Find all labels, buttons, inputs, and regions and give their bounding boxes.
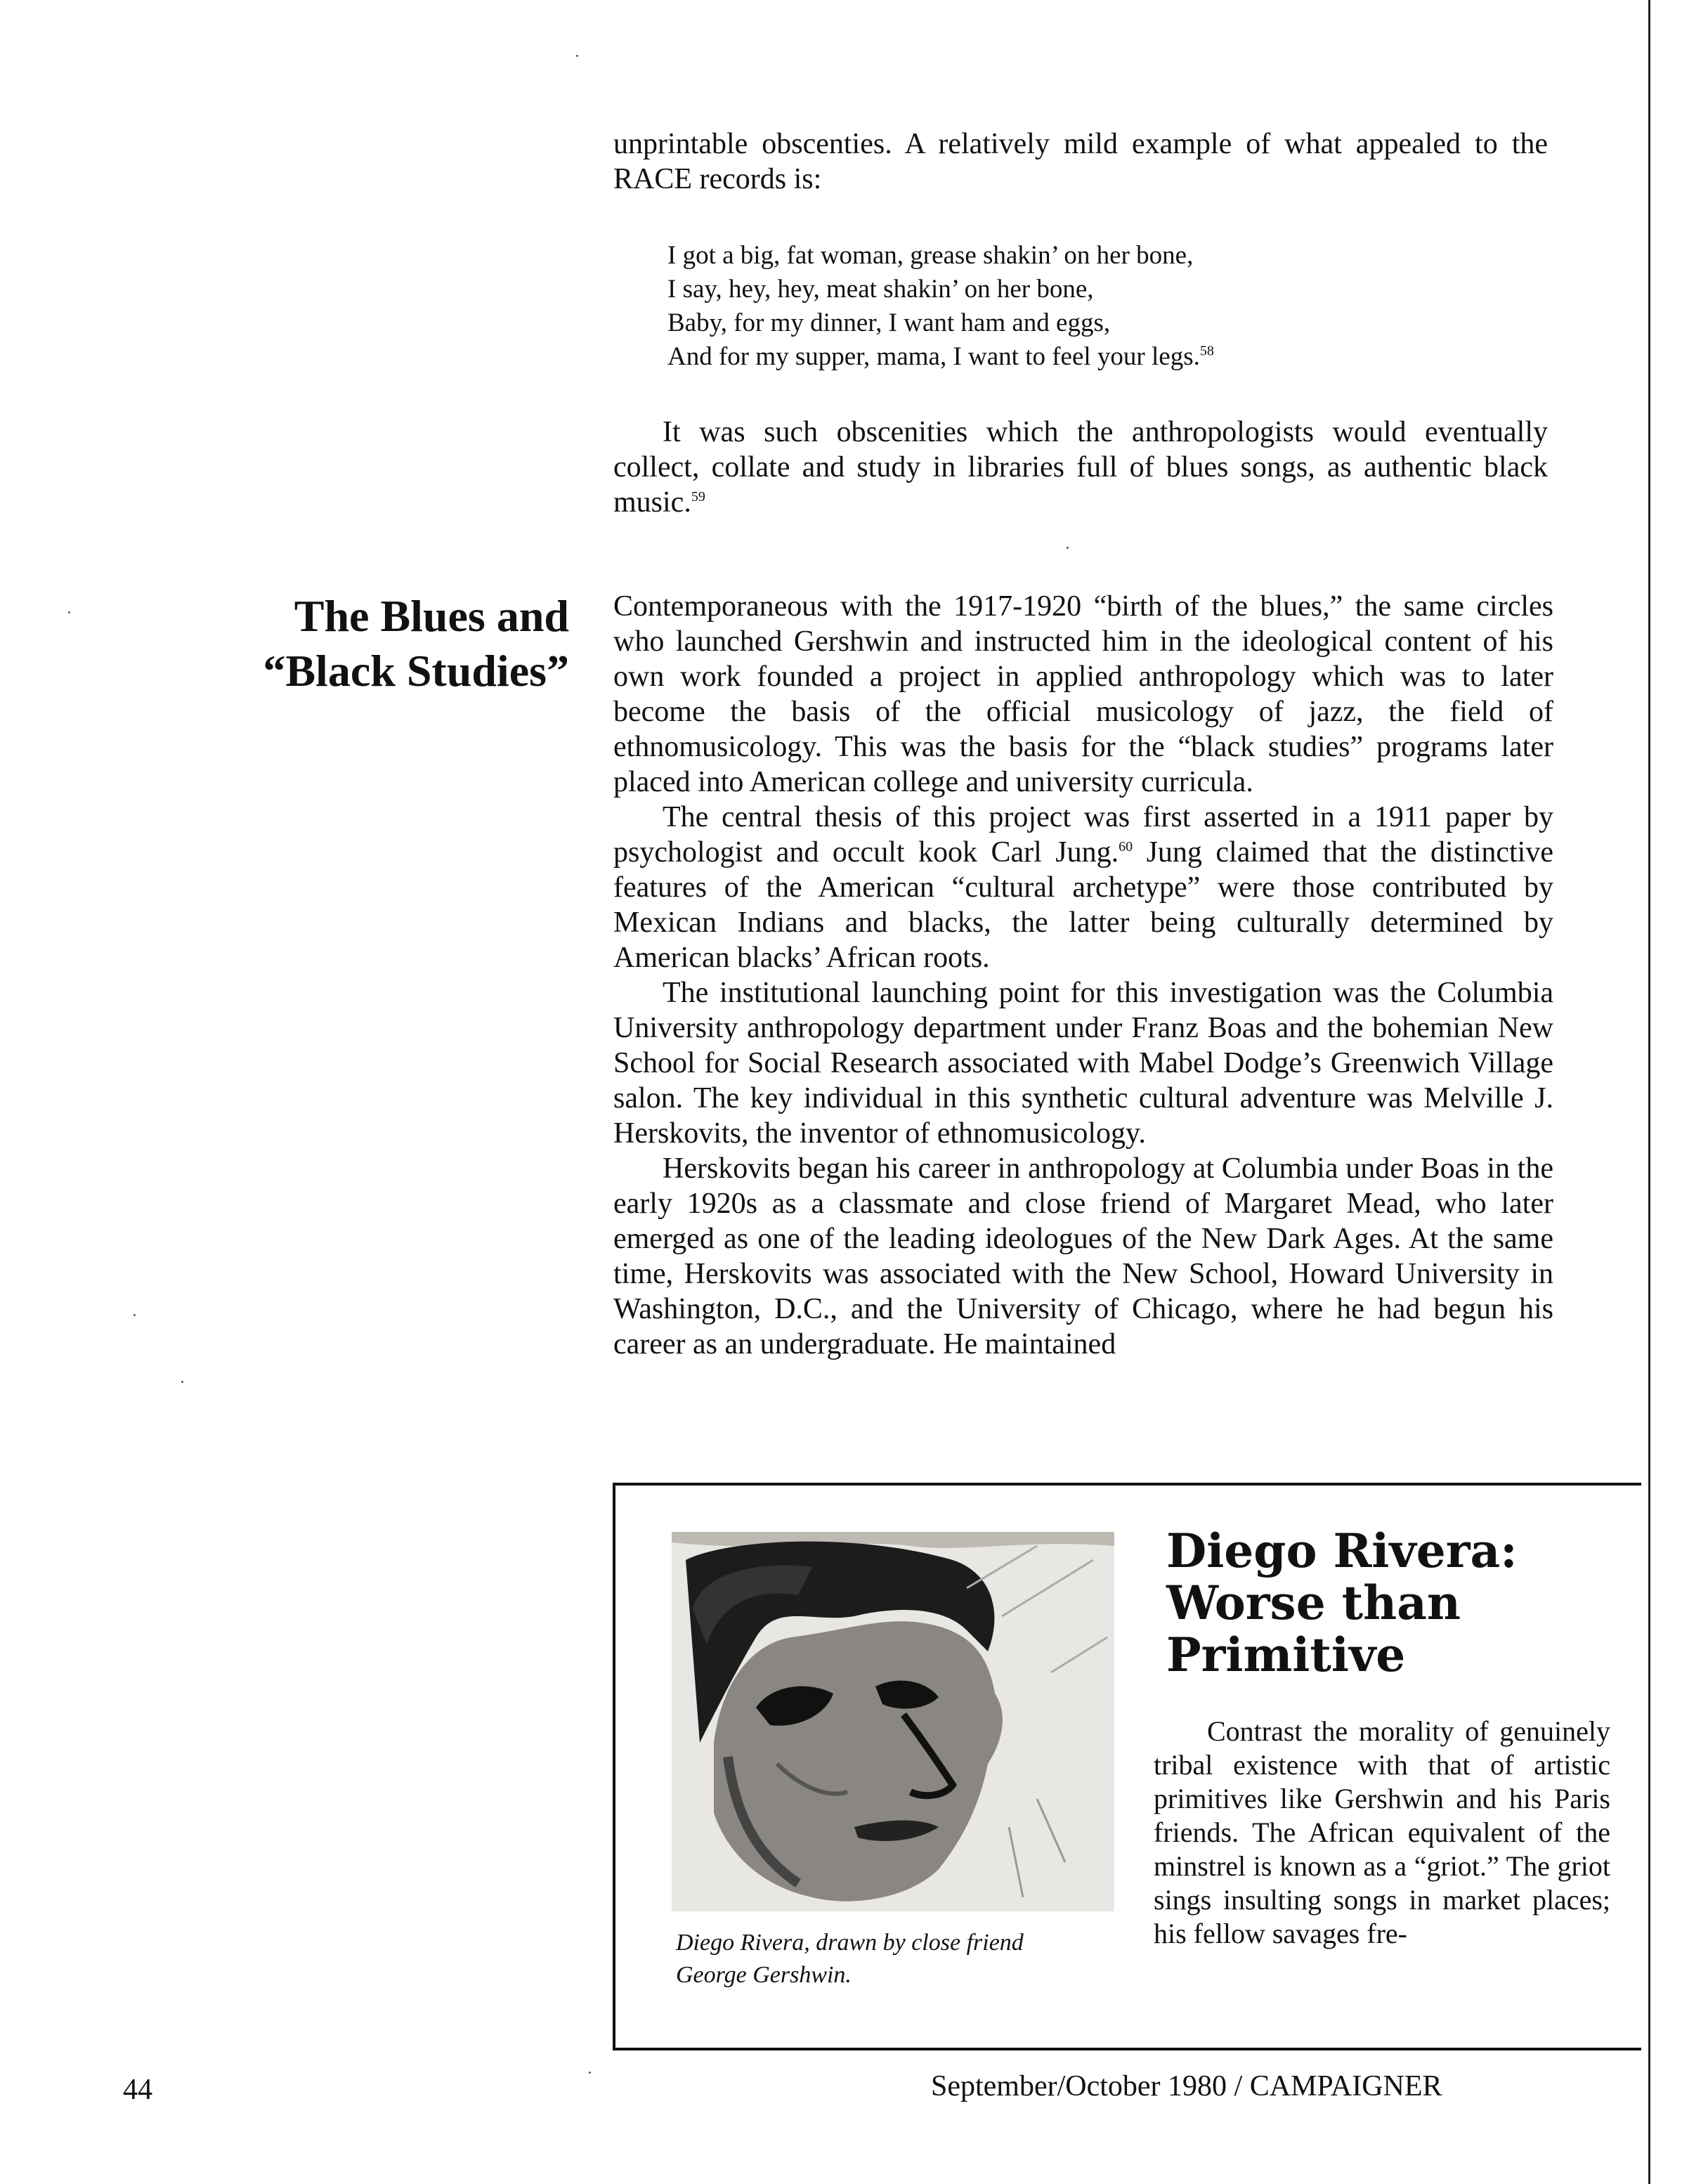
sidebar-title-line: Primitive — [1166, 1627, 1406, 1682]
running-footer: September/October 1980 / CAMPAIGNER — [931, 2070, 1442, 2102]
scan-speck — [68, 611, 70, 613]
scan-speck — [576, 55, 578, 57]
sidebar-paragraph: Contrast the morality of genuinely tribal existence with that of artistic primitives like Gershwin and his Paris friends. The African equivalent of the minstrel is known as a “griot.” The griot sings insulting songs in market places; his fellow savages fre- — [1154, 1715, 1610, 1949]
page-number: 44 — [123, 2074, 152, 2106]
intro-lead-text: unprintable obscenties. A relatively mild example of what appealed to the RACE records is: — [613, 128, 1548, 195]
caption-line: Diego Rivera, drawn by close friend — [676, 1930, 1024, 1956]
verse-line: I got a big, fat woman, grease shakin’ on her bone, — [667, 241, 1194, 270]
section-heading-line: The Blues and — [294, 591, 569, 641]
page-edge-rule — [1648, 0, 1650, 2184]
article-paragraph — [613, 800, 1553, 975]
scan-speck — [1067, 547, 1069, 549]
paragraph-text: The central thesis of this project was first asserted in a 1911 paper by psychologist and occult kook Carl Jung. — [613, 801, 1553, 869]
blues-verse — [667, 239, 1454, 374]
intro-closing-text: It was such obscenities which the anthropologists would eventually collect, collate and study in libraries full of blues songs, as authentic black music. — [613, 416, 1548, 519]
intro-closing-paragraph — [613, 415, 1548, 520]
sidebar-title — [1166, 1525, 1658, 1681]
footnote-marker: 58 — [1199, 343, 1214, 359]
sidebar-body — [1154, 1715, 1610, 1951]
section-heading — [141, 589, 569, 698]
footnote-marker: 60 — [1119, 839, 1133, 854]
verse-line — [667, 340, 1454, 374]
sidebar-title-line: Diego Rivera: — [1166, 1523, 1518, 1578]
portrait-illustration — [672, 1532, 1114, 1911]
caption-line: George Gershwin. — [676, 1962, 852, 1988]
article-paragraph: The institutional launching point for this investigation was the Columbia University anthropology department under Franz Boas and the bohemian New School for Social Research associated with Mabel Dodge’s Greenwich Village salon. The key individual in this synthetic cultural adventure was Melville J. Herskovits, the inventor of ethnomusicology. — [613, 977, 1553, 1150]
illustration-caption — [676, 1927, 1126, 1991]
portrait-sketch-icon — [672, 1532, 1114, 1911]
main-article-body — [613, 589, 1553, 1362]
verse-line: I say, hey, hey, meat shakin’ on her bone, — [667, 275, 1094, 304]
section-heading-line: “Black Studies” — [263, 646, 569, 696]
scan-speck — [133, 1314, 136, 1316]
scan-speck — [181, 1381, 183, 1383]
paragraph-text: Jung claimed that the distinctive features of the American “cultural archetype” were those contributed by Mexican Indians and blacks, the latter being culturally determined by American blacks’ African roots. — [613, 836, 1553, 974]
intro-paragraph — [613, 126, 1548, 197]
verse-line: Baby, for my dinner, I want ham and eggs, — [667, 308, 1111, 337]
sidebar-title-line: Worse than — [1166, 1575, 1461, 1630]
footnote-marker: 59 — [691, 489, 705, 505]
verse-line-text: And for my supper, mama, I want to feel your legs. — [667, 342, 1200, 371]
scan-speck — [589, 2072, 591, 2074]
article-paragraph: Herskovits began his career in anthropology at Columbia under Boas in the early 1920s as a classmate and close friend of Margaret Mead, who later emerged as one of the leading ideologues of the New Dark Ages. At the same time, Herskovits was associated with the New School, Howard University in Washington, D.C., and the University of Chicago, where he had begun his career as an undergraduate. He maintained — [613, 1152, 1553, 1360]
article-paragraph: Contemporaneous with the 1917-1920 “birth of the blues,” the same circles who launched Gershwin and instructed him in the ideological content of his own work founded a project in applied anthropology which was to later become the basis of the official musicology of jazz, the field of ethnomusicology. This was the basis for the “black studies” programs later placed into American college and university curricula. — [613, 590, 1553, 798]
